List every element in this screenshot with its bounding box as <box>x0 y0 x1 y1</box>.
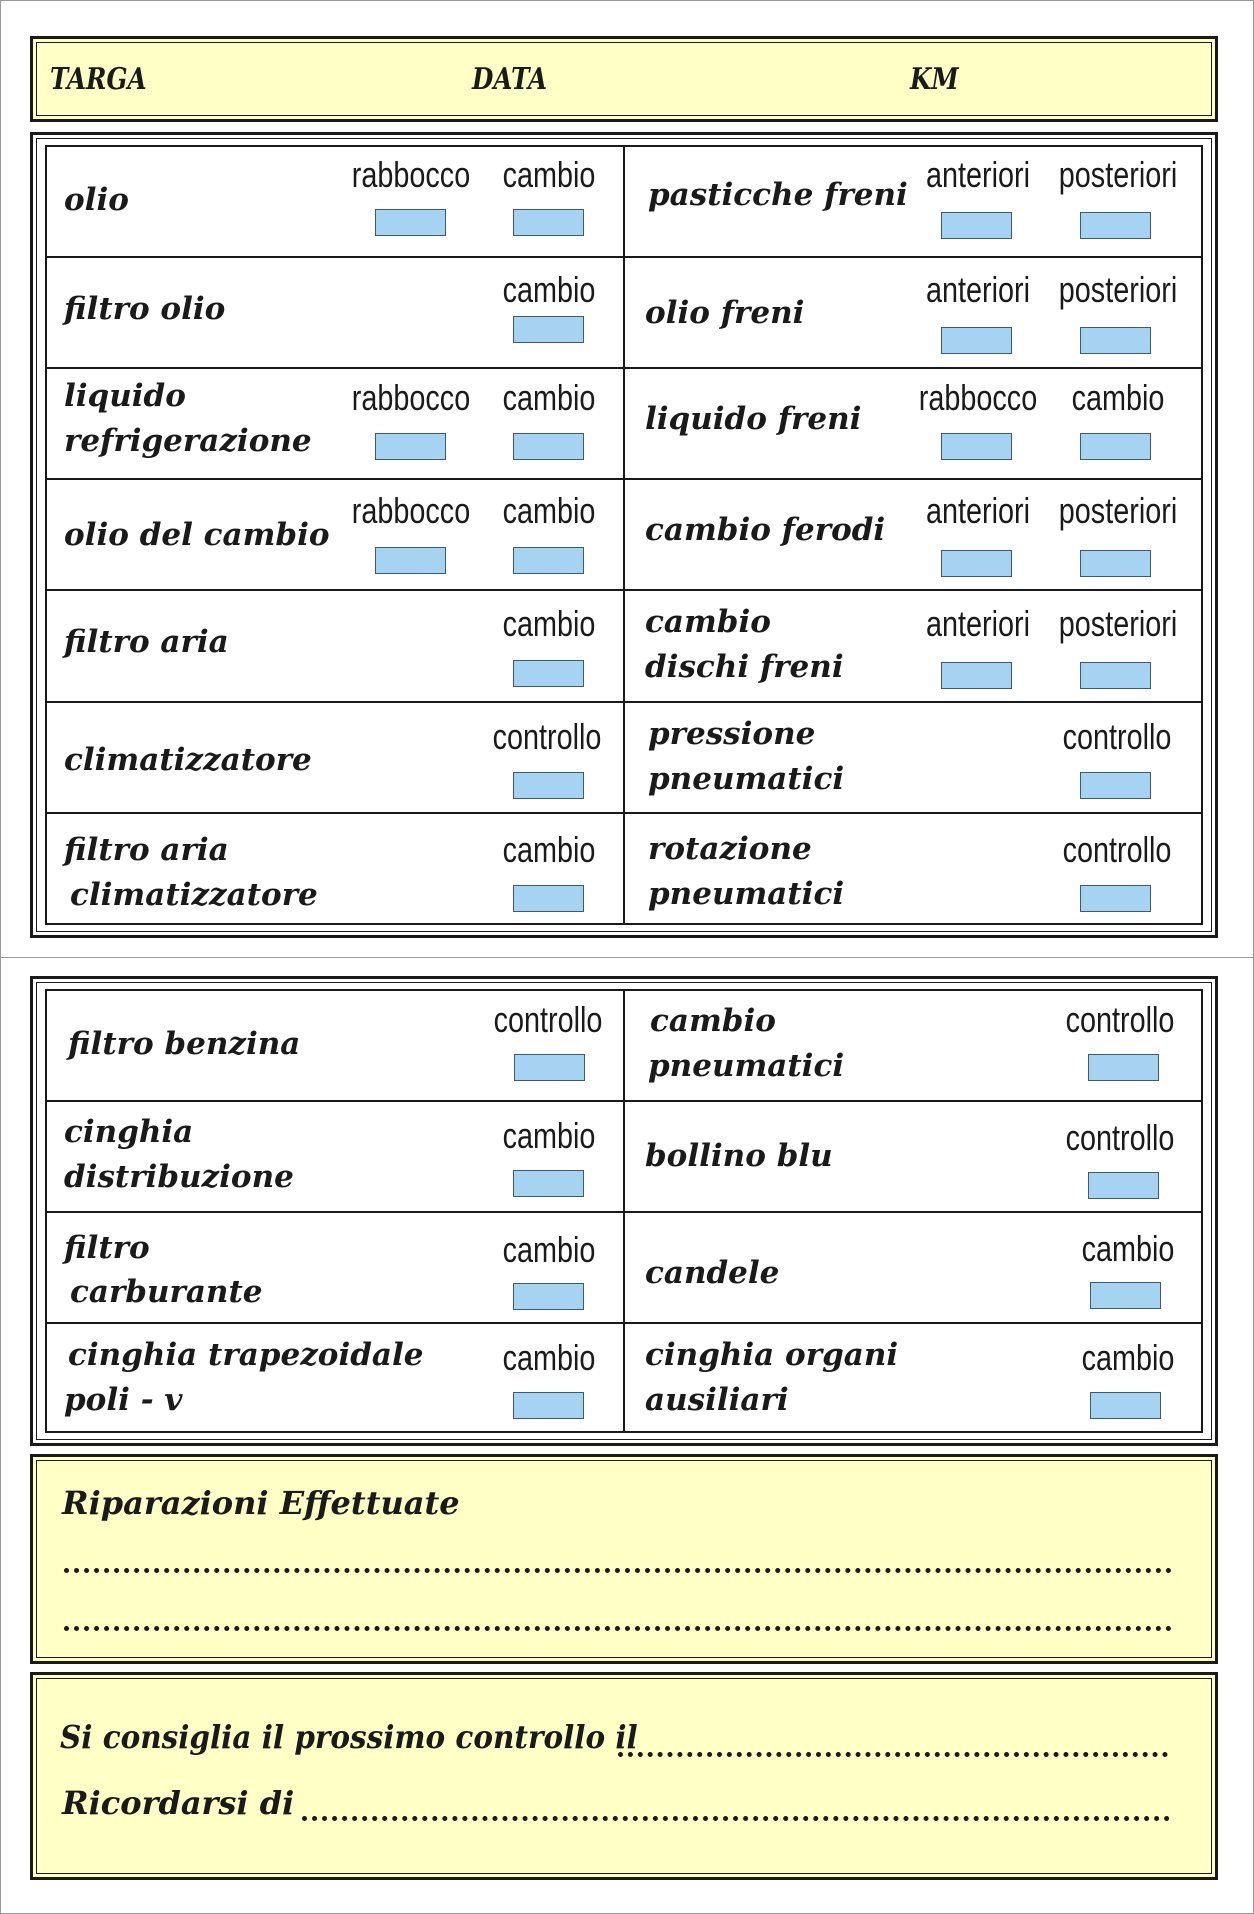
item-pressione-pneumatici-2: pneumatici <box>648 761 845 797</box>
remember-label: Ricordarsi di <box>62 1784 295 1822</box>
option-label: cambio <box>1081 1337 1175 1378</box>
item-cambio-ferodi: cambio ferodi <box>645 512 886 548</box>
item-liquido-refrigerazione: liquido <box>64 378 186 414</box>
checkbox-carburante-cambio[interactable] <box>513 1283 584 1310</box>
row-sep <box>45 589 1203 591</box>
option-label: controllo <box>1065 999 1175 1040</box>
checkbox-rotazione-controllo[interactable] <box>1080 885 1151 912</box>
option-label: posteriori <box>1058 269 1178 310</box>
checkbox-distribuzione-cambio[interactable] <box>513 1170 584 1197</box>
checkbox-olio-cambio-cambio[interactable] <box>513 547 584 574</box>
targa-label: TARGA <box>50 62 147 97</box>
item-cambio-dischi: cambio <box>645 604 771 640</box>
option-label: cambio <box>502 829 596 870</box>
option-label: rabbocco <box>351 377 471 418</box>
checkbox-pressione-controllo[interactable] <box>1080 772 1151 799</box>
option-label: posteriori <box>1058 603 1178 644</box>
item-rotazione-pneumatici: rotazione <box>648 831 812 867</box>
item-cambio-pneumatici-2: pneumatici <box>648 1048 845 1084</box>
checkbox-olio-cambio-rabbocco[interactable] <box>375 547 446 574</box>
checkbox-climatizzatore-controllo[interactable] <box>513 772 584 799</box>
repairs-line-1[interactable] <box>64 1568 1172 1573</box>
option-label: rabbocco <box>918 377 1038 418</box>
checkbox-ferodi-posteriori[interactable] <box>1080 550 1151 577</box>
checkbox-pasticche-posteriori[interactable] <box>1080 212 1151 239</box>
checkbox-organi-cambio[interactable] <box>1090 1392 1161 1419</box>
checkbox-filtro-clima-cambio[interactable] <box>513 885 584 912</box>
item-pressione-pneumatici: pressione <box>648 716 816 752</box>
checkbox-pneumatici-controllo[interactable] <box>1088 1054 1159 1081</box>
checkbox-dischi-posteriori[interactable] <box>1080 662 1151 689</box>
item-filtro-aria: filtro aria <box>64 624 229 660</box>
checkbox-ferodi-anteriori[interactable] <box>941 550 1012 577</box>
option-label: anteriori <box>925 269 1031 310</box>
next-check-label: Si consiglia il prossimo controllo il <box>60 1718 638 1756</box>
item-olio-del-cambio: olio del cambio <box>64 517 330 553</box>
item-filtro-aria-clima-2: climatizzatore <box>70 877 318 913</box>
fold-line <box>0 957 1254 958</box>
row-sep <box>45 812 1203 814</box>
row-sep <box>45 1100 1203 1102</box>
option-label: controllo <box>493 999 603 1040</box>
checkbox-filtro-aria-cambio[interactable] <box>513 660 584 687</box>
option-label: cambio <box>502 1229 596 1270</box>
item-cambio-dischi-2: dischi freni <box>645 649 844 685</box>
item-bollino-blu: bollino blu <box>645 1138 833 1174</box>
item-cambio-pneumatici: cambio <box>650 1003 776 1039</box>
item-candele: candele <box>645 1255 780 1291</box>
checkbox-trapezoidale-cambio[interactable] <box>513 1392 584 1419</box>
repairs-line-2[interactable] <box>64 1626 1172 1631</box>
checkbox-liquido-freni-cambio[interactable] <box>1080 433 1151 460</box>
option-label: cambio <box>502 154 596 195</box>
item-olio: olio <box>64 182 129 218</box>
checkbox-olio-freni-posteriori[interactable] <box>1080 327 1151 354</box>
checkbox-bollino-controllo[interactable] <box>1088 1172 1159 1199</box>
remember-line[interactable] <box>302 1816 1170 1821</box>
data-label: DATA <box>472 62 548 97</box>
item-filtro-carburante-2: carburante <box>70 1274 263 1310</box>
checkbox-candele-cambio[interactable] <box>1090 1282 1161 1309</box>
option-label: cambio <box>502 269 596 310</box>
next-check-line[interactable] <box>618 1752 1168 1757</box>
option-label: posteriori <box>1058 490 1178 531</box>
row-sep <box>45 1211 1203 1213</box>
item-cinghia-distribuzione: cinghia <box>64 1114 194 1150</box>
item-liquido-refrigerazione-2: refrigerazione <box>64 423 312 459</box>
row-sep <box>45 256 1203 258</box>
checkbox-olio-freni-anteriori[interactable] <box>941 327 1012 354</box>
option-label: controllo <box>1065 1117 1175 1158</box>
header-bar <box>30 36 1218 122</box>
checkbox-pasticche-anteriori[interactable] <box>941 212 1012 239</box>
item-cinghia-trapezoidale-2: poli - v <box>64 1382 183 1418</box>
item-rotazione-pneumatici-2: pneumatici <box>648 876 845 912</box>
item-filtro-benzina: filtro benzina <box>68 1026 301 1062</box>
item-pasticche-freni: pasticche freni <box>648 177 908 213</box>
item-olio-freni: olio freni <box>645 295 805 331</box>
km-label: KM <box>910 62 959 97</box>
option-label: cambio <box>1071 377 1165 418</box>
row-sep <box>45 478 1203 480</box>
option-label: controllo <box>1062 829 1172 870</box>
option-label: rabbocco <box>351 490 471 531</box>
item-climatizzatore: climatizzatore <box>64 742 312 778</box>
item-filtro-carburante: filtro <box>64 1230 150 1266</box>
option-label: controllo <box>492 716 602 757</box>
option-label: cambio <box>502 490 596 531</box>
checkbox-liquido-cambio[interactable] <box>513 433 584 460</box>
checkbox-benzina-controllo[interactable] <box>514 1054 585 1081</box>
option-label: posteriori <box>1058 154 1178 195</box>
item-filtro-aria-clima: filtro aria <box>64 832 229 868</box>
option-label: controllo <box>1062 716 1172 757</box>
item-cinghia-organi: cinghia organi <box>645 1337 899 1373</box>
row-sep <box>45 701 1203 703</box>
option-label: anteriori <box>925 603 1031 644</box>
option-label: cambio <box>1081 1228 1175 1269</box>
item-cinghia-distribuzione-2: distribuzione <box>64 1159 294 1195</box>
row-sep <box>45 367 1203 369</box>
option-label: cambio <box>502 603 596 644</box>
repairs-title: Riparazioni Effettuate <box>62 1484 460 1522</box>
option-label: cambio <box>502 1337 596 1378</box>
checkbox-liquido-freni-rabbocco[interactable] <box>941 433 1012 460</box>
checkbox-liquido-rabbocco[interactable] <box>375 433 446 460</box>
option-label: rabbocco <box>351 154 471 195</box>
table-1-divider <box>623 145 625 925</box>
item-cinghia-trapezoidale: cinghia trapezoidale <box>68 1337 424 1373</box>
item-filtro-olio: filtro olio <box>64 291 226 327</box>
advice-panel <box>30 1672 1218 1880</box>
checkbox-filtro-olio-cambio[interactable] <box>513 316 584 343</box>
option-label: cambio <box>502 1115 596 1156</box>
row-sep <box>45 1322 1203 1324</box>
checkbox-dischi-anteriori[interactable] <box>941 662 1012 689</box>
item-cinghia-organi-2: ausiliari <box>645 1382 789 1418</box>
checkbox-olio-rabbocco[interactable] <box>375 209 446 236</box>
option-label: cambio <box>502 377 596 418</box>
option-label: anteriori <box>925 490 1031 531</box>
checkbox-olio-cambio[interactable] <box>513 209 584 236</box>
item-liquido-freni: liquido freni <box>645 401 862 437</box>
option-label: anteriori <box>925 154 1031 195</box>
